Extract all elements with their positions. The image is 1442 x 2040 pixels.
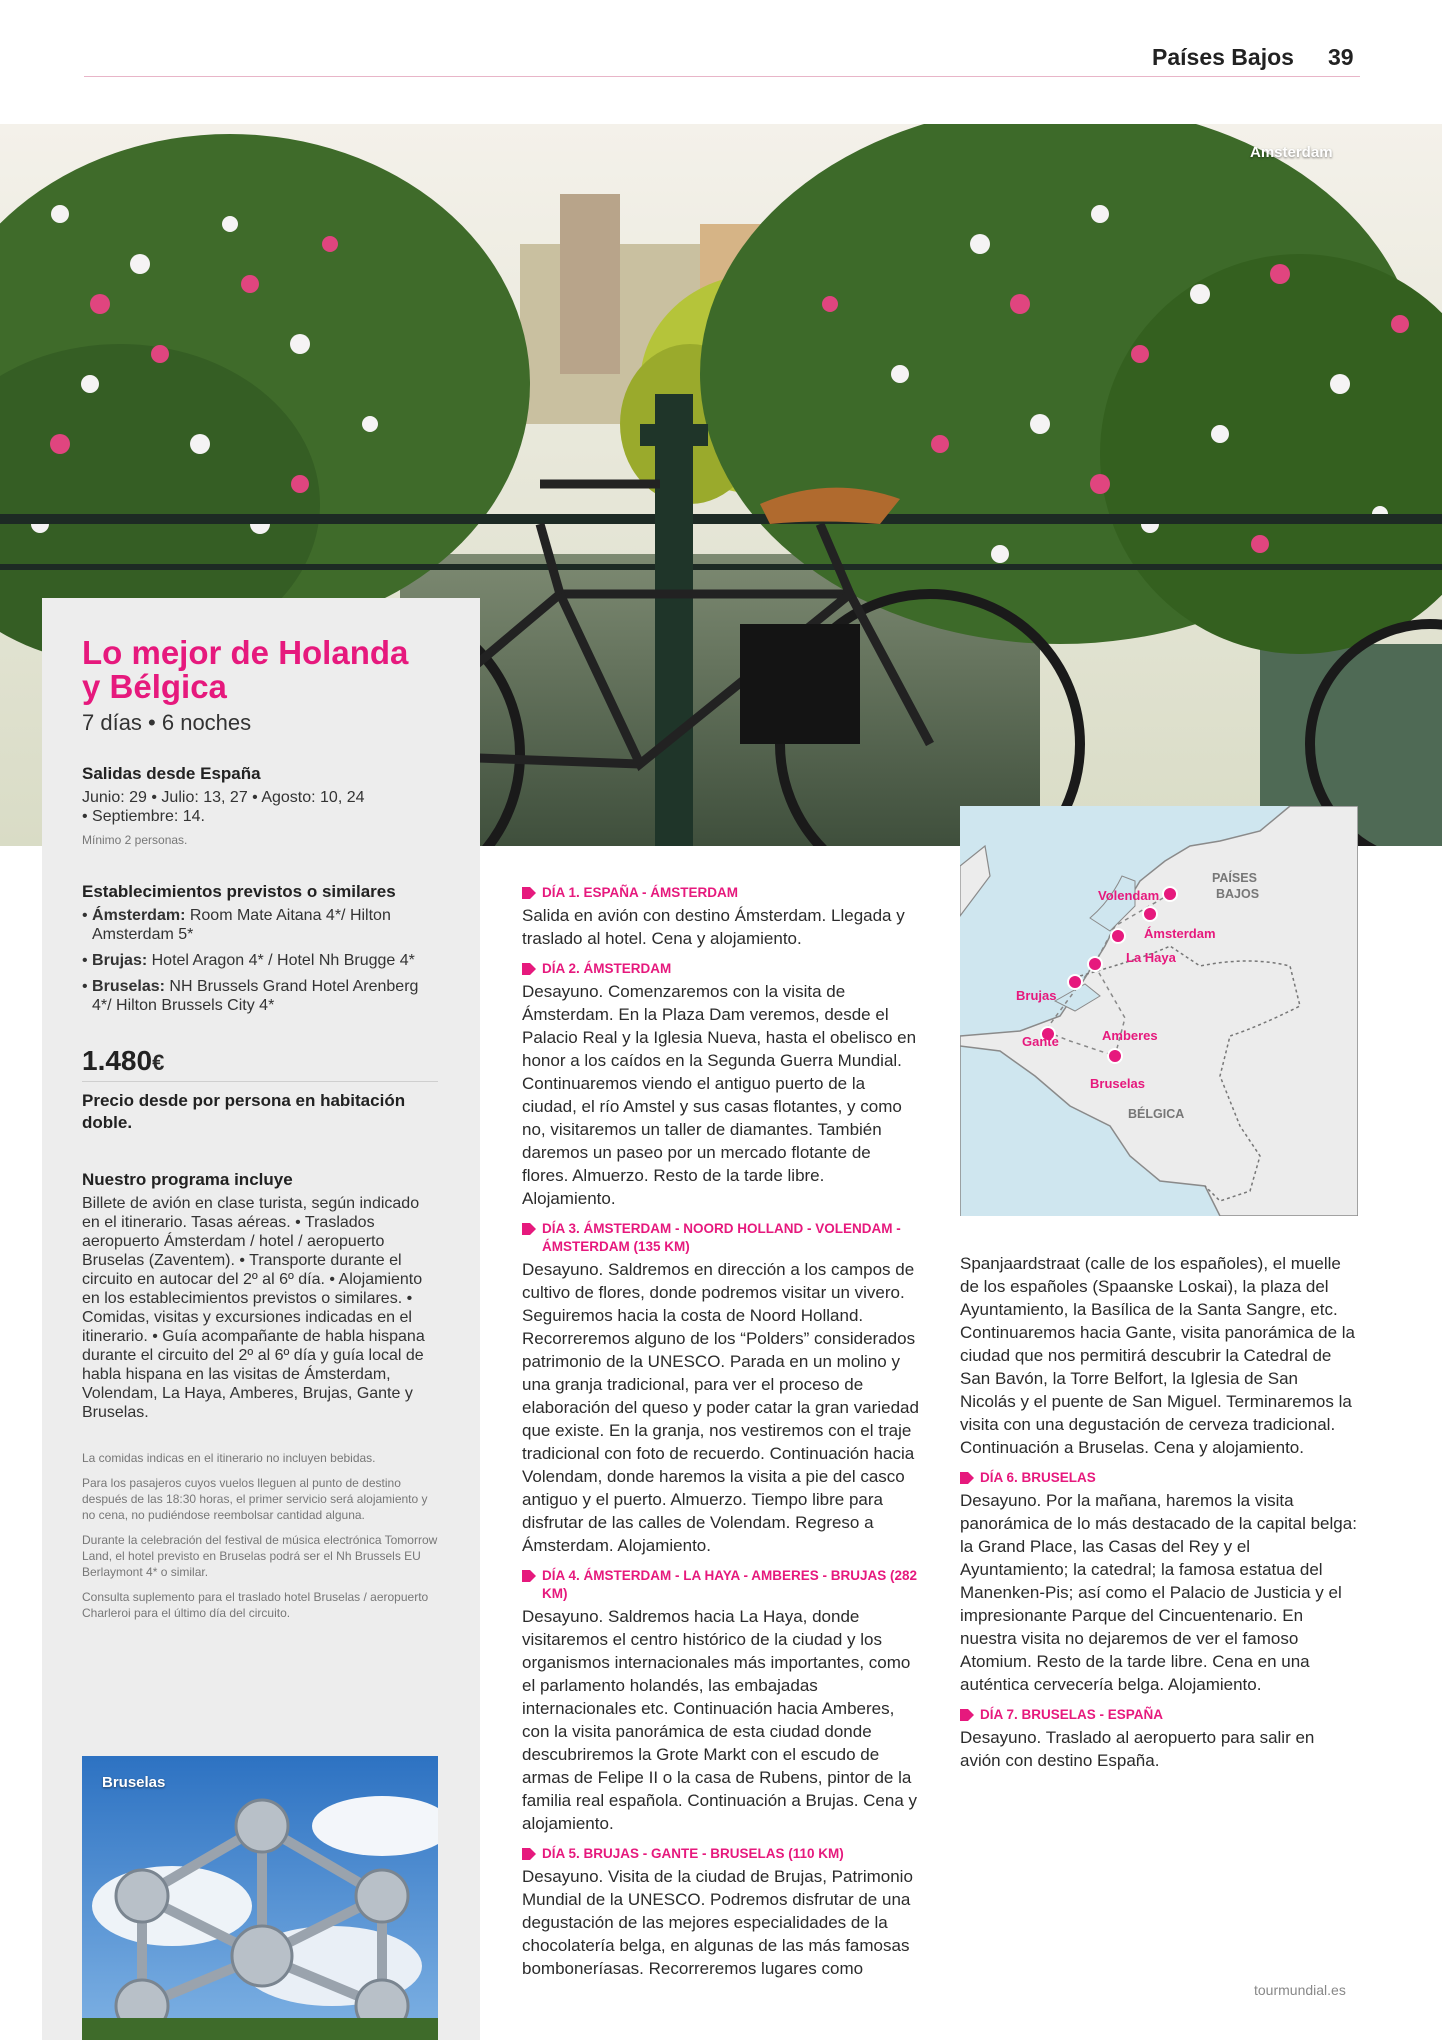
note-item: La comidas indicas en el itinerario no incluyen bebidas. bbox=[82, 1451, 376, 1465]
map-country-nl-1: PAÍSES bbox=[1212, 871, 1257, 885]
price-rule bbox=[82, 1081, 438, 1082]
map-point-amberes-dot bbox=[1068, 975, 1082, 989]
footer-website: tourmundial.es bbox=[1254, 1982, 1346, 1998]
day-heading: DÍA 4. ÁMSTERDAM - LA HAYA - AMBERES - BRUJAS (282 KM) bbox=[522, 1567, 920, 1603]
arrow-tag-icon bbox=[522, 1223, 536, 1235]
day-heading: DÍA 1. ESPAÑA - ÁMSTERDAM bbox=[522, 884, 920, 902]
map-label-brujas: Brujas bbox=[1016, 988, 1057, 1003]
hotel-item: • Bruselas: NH Brussels Grand Hotel Arenberg 4*/ Hilton Brussels City 4* bbox=[82, 978, 419, 1014]
day-text: Desayuno. Saldremos en dirección a los campos de cultivo de flores, donde podremos visitar un vivero. Seguiremos hacia la costa de Noord Holland. Recorreremos alguno de los “Polders” considerados patrimonio de la UNESCO. Parada en un molino y una granja tradicional, para ver el proceso de elaboración del queso y poder catar la gran variedad que existe. En la granja, nos vestiremos con el traje tradicional con foto de recuerdo. Continuación hacia Volendam, donde haremos la visita a pie del casco antiguo y el puerto. Almuerzo. Tiempo libre para disfrutar de las calles de Volendam. Regreso a Ámsterdam. Alojamiento. bbox=[522, 1260, 919, 1555]
day-heading: DÍA 2. ÁMSTERDAM bbox=[522, 960, 920, 978]
product-title-line2: y Bélgica bbox=[82, 668, 227, 705]
price-note: Precio desde por persona en habitación doble. bbox=[82, 1091, 406, 1132]
departures-dates-line1: Junio: 29 • Julio: 13, 27 • Agosto: 10, 24 bbox=[82, 789, 365, 806]
day-heading: DÍA 5. BRUJAS - GANTE - BRUSELAS (110 KM) bbox=[522, 1845, 920, 1863]
price-currency: € bbox=[152, 1050, 165, 1075]
arrow-tag-icon bbox=[960, 1709, 974, 1721]
map-point-brujas bbox=[1088, 957, 1102, 971]
product-title-line1: Lo mejor de Holanda bbox=[82, 634, 409, 671]
hotel-item: • Ámsterdam: Room Mate Aitana 4*/ Hilton Amsterdam 5* bbox=[82, 907, 391, 943]
map-country-be: BÉLGICA bbox=[1128, 1107, 1185, 1121]
includes-heading: Nuestro programa incluye bbox=[82, 1170, 293, 1189]
route-map bbox=[960, 806, 1358, 1216]
itinerary-col-2 bbox=[960, 1252, 1358, 1772]
minimum-persons: Mínimo 2 personas. bbox=[82, 833, 188, 847]
map-label-amberes: Amberes bbox=[1102, 1028, 1158, 1043]
day-text: Salida en avión con destino Ámsterdam. Llegada y traslado al hotel. Cena y alojamiento. bbox=[522, 906, 905, 948]
map-label-la-haya: La Haya bbox=[1126, 950, 1176, 965]
header-rule bbox=[84, 76, 1360, 77]
map-point-amsterdam bbox=[1143, 907, 1157, 921]
section-title: Países Bajos bbox=[1152, 44, 1294, 70]
page-number: 39 bbox=[1328, 44, 1354, 70]
day-text: Desayuno. Traslado al aeropuerto para salir en avión con destino España. bbox=[960, 1728, 1315, 1770]
departures-heading: Salidas desde España bbox=[82, 764, 261, 783]
price bbox=[82, 1045, 438, 1077]
day-text-continued: Spanjaardstraat (calle de los españoles), el muelle de los españoles (Spaanske Loskai), la plaza del Ayuntamiento, la Basílica de la Santa Sangre, etc. Continuaremos hacia Gante, visita panorámica de la ciudad que nos permitirá descubrir la Catedral de San Bavón, la Torre Belfort, la Iglesia de San Nicolás y el puente de San Miguel. Terminaremos la visita con una degustación de cerveza tradicional. Continuación a Bruselas. Cena y alojamiento. bbox=[960, 1254, 1355, 1457]
arrow-tag-icon bbox=[522, 963, 536, 975]
photo-bruselas-atomium bbox=[82, 1756, 438, 2040]
product-duration: 7 días • 6 noches bbox=[82, 710, 252, 735]
photo2-caption: Bruselas bbox=[102, 1774, 166, 1791]
itinerary-col-1 bbox=[522, 884, 920, 1980]
arrow-tag-icon bbox=[522, 1570, 536, 1582]
hero-caption: Amsterdam bbox=[1250, 144, 1333, 161]
departures-dates-line2: • Septiembre: 14. bbox=[82, 808, 205, 825]
day-heading: DÍA 6. BRUSELAS bbox=[960, 1469, 1358, 1487]
hotel-item: • Brujas: Hotel Aragon 4* / Hotel Nh Brugge 4* bbox=[82, 952, 415, 969]
map-label-amsterdam: Ámsterdam bbox=[1144, 926, 1216, 941]
day-heading: DÍA 7. BRUSELAS - ESPAÑA bbox=[960, 1706, 1358, 1724]
product-title bbox=[82, 636, 438, 704]
hotels-heading: Establecimientos previstos o similares bbox=[82, 882, 396, 901]
map-point-la-haya bbox=[1111, 929, 1125, 943]
note-item: Para los pasajeros cuyos vuelos lleguen al punto de destino después de las 18:30 horas, el primer servicio será alojamiento y no cena, no pudiéndose reembolsar cantidad alguna. bbox=[82, 1476, 428, 1522]
map-point-volendam bbox=[1163, 887, 1177, 901]
arrow-tag-icon bbox=[960, 1472, 974, 1484]
map-country-nl-2: BAJOS bbox=[1216, 887, 1260, 901]
route-map-graphic bbox=[960, 806, 1358, 1216]
day-text: Desayuno. Por la mañana, haremos la visita panorámica de lo más destacado de la capital belga: la Grand Place, las Casas del Rey y el Ayuntamiento; la catedral; la famosa estatua del Manenken-Pis; así como el Palacio de Justicia y el impresionante Parque del Cincuentenario. En nuestra visita no dejaremos de ver el famoso Atomium. Resto de la tarde libre. Cena en una auténtica cervecería belga. Alojamiento. bbox=[960, 1491, 1357, 1694]
arrow-tag-icon bbox=[522, 887, 536, 899]
note-item: Consulta suplemento para el traslado hotel Bruselas / aeropuerto Charleroi para el último día del circuito. bbox=[82, 1590, 429, 1620]
hotels-list bbox=[82, 906, 438, 1015]
atomium-illustration bbox=[82, 1756, 438, 2040]
day-text: Desayuno. Visita de la ciudad de Brujas, Patrimonio Mundial de la UNESCO. Podremos disfrutar de una degustación de las mejores especialidades de la chocolatería belga, en algunas de las más famosas bomboneríasas. Recorreremos lugares como bbox=[522, 1867, 913, 1978]
notes bbox=[82, 1450, 438, 1621]
day-heading: DÍA 3. ÁMSTERDAM - NOORD HOLLAND - VOLENDAM - ÁMSTERDAM (135 KM) bbox=[522, 1220, 920, 1256]
day-text: Desayuno. Comenzaremos con la visita de Ámsterdam. En la Plaza Dam veremos, desde el Palacio Real y la Iglesia Nueva, hasta el obelisco en honor a los caídos en la Segunda Guerra Mundial. Continuaremos viendo el antiguo puerto de la ciudad, el río Amstel y sus casas flotantes, y como no, visitaremos un taller de diamantes. También daremos un paseo por un mercado flotante de flores. Almuerzo. Resto de la tarde libre. Alojamiento. bbox=[522, 982, 917, 1208]
map-point-bruselas bbox=[1108, 1049, 1122, 1063]
includes-text: Billete de avión en clase turista, según indicado en el itinerario. Tasas aéreas. • Traslados aeropuerto Ámsterdam / hotel / aeropuerto Bruselas (Zaventem). • Transporte durante el circuito en autocar del 2º al 6º día. • Alojamiento en los establecimientos previstos o similares. • Comidas, visitas y excursiones indicadas en el itinerario. • Guía acompañante de habla hispana durante el circuito del 2º al 6º día y guía local de habla hispana en las visitas de Ámsterdam, Volendam, La Haya, Amberes, Brujas, Gante y Bruselas. bbox=[82, 1195, 425, 1421]
arrow-tag-icon bbox=[522, 1848, 536, 1860]
price-amount: 1.480 bbox=[82, 1045, 153, 1076]
map-label-gante: Gante bbox=[1022, 1034, 1059, 1049]
product-sidebar bbox=[42, 598, 480, 2040]
map-label-volendam: Volendam bbox=[1098, 888, 1160, 903]
day-text: Desayuno. Saldremos hacia La Haya, donde visitaremos el centro histórico de la ciudad y los organismos internacionales más importantes, como el parlamento holandés, las embajadas internacionales etc. Continuación hacia Amberes, con la visita panorámica de esta ciudad donde descubriremos la Grote Markt con el escudo de armas de Felipe II o la casa de Rubens, pintor de la familia real española. Continuación a Brujas. Cena y alojamiento. bbox=[522, 1607, 918, 1833]
map-label-bruselas: Bruselas bbox=[1090, 1076, 1145, 1091]
note-item: Durante la celebración del festival de música electrónica Tomorrow Land, el hotel previsto en Bruselas podrá ser el Nh Brussels EU Berlaymont 4* o similar. bbox=[82, 1533, 438, 1579]
